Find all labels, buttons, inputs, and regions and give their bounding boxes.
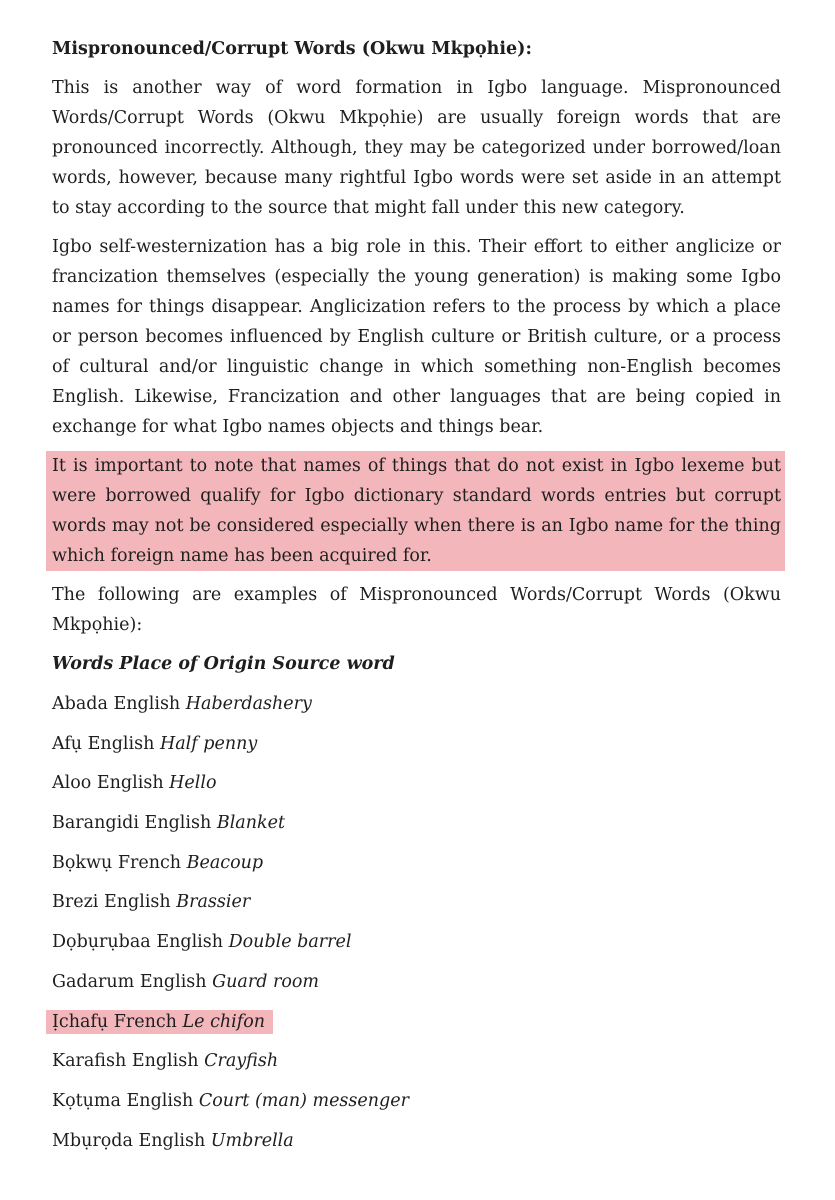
list-item: Bọkwụ French Beacoup bbox=[52, 852, 264, 873]
word-list bbox=[52, 689, 781, 1156]
list-item: Aloo English Hello bbox=[52, 773, 217, 794]
highlighted-list-item: Ịchafụ French Le chifon bbox=[52, 1007, 781, 1037]
list-item: Brezi English Brassier bbox=[52, 892, 251, 913]
word-list-header: Words Place of Origin Source word bbox=[52, 654, 395, 674]
list-item: Karafish English Crayfish bbox=[52, 1051, 279, 1072]
highlighted-paragraph: It is important to note that names of things that do not exist in Igbo lexeme but were borrowed qualify for Igbo dictionary standard words entries but corrupt words may not be considered especially when there is an Igbo name for the thing which foreign name has been acquired for. bbox=[46, 451, 785, 571]
list-item: Mbụrọda English Umbrella bbox=[52, 1130, 294, 1151]
list-item: Kọtụma English Court (man) messenger bbox=[52, 1090, 409, 1111]
section-heading: Mispronounced/Corrupt Words (Okwu Mkpọhie): bbox=[52, 39, 532, 59]
list-item: Abada English Haberdashery bbox=[52, 694, 312, 714]
list-item: Dọbụrụbaa English Double barrel bbox=[52, 932, 352, 953]
paragraph-intro: The following are examples of Mispronounced Words/Corrupt Words (Okwu Mkpọhie): bbox=[52, 585, 781, 635]
paragraph-definition: This is another way of word formation in Igbo language. Mispronounced Words/Corrupt Words (Okwu Mkpọhie) are usually foreign words that are pronounced incorrectly. Although, they may be categorized under borrowed/loan words, however, because many rightful Igbo words were set aside in an attempt to stay according to the source that might fall under this new category. bbox=[52, 78, 781, 218]
list-item: Gadarum English Guard room bbox=[52, 971, 319, 992]
list-item: Barangidi English Blanket bbox=[52, 813, 285, 834]
paragraph-westernization: Igbo self-westernization has a big role in this. Their effort to either anglicize or francization themselves (especially the young generation) is making some Igbo names for things disappear. Anglicization refers to the process by which a place or person becomes influenced by English culture or British culture, or a process of cultural and/or linguistic change in which something non-English becomes English. Likewise, Francization and other languages that are being copied in exchange for what Igbo names objects and things bear. bbox=[52, 237, 781, 437]
list-item: Afụ English Half penny bbox=[52, 733, 258, 754]
